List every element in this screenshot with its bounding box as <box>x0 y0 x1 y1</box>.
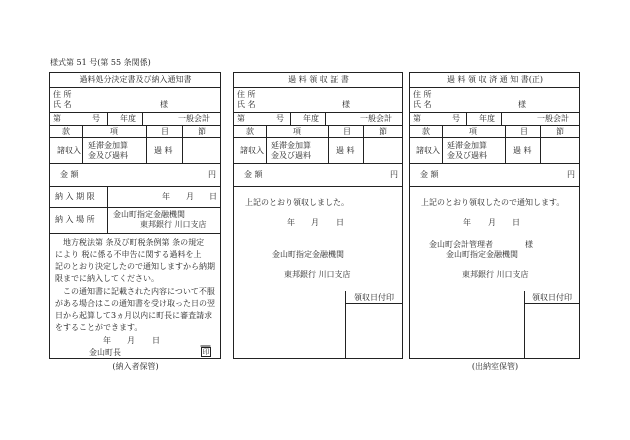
panel1-col-kan: 款 <box>62 127 70 136</box>
panel1-notice-p1-line2: により 税に係る不申告に関する過料を上 <box>55 250 202 259</box>
panel1-category-line1: 延滞金加算 <box>88 141 128 150</box>
panel2-col-kan: 款 <box>246 127 254 136</box>
panel3-fiscal-year: 年度 <box>479 114 495 123</box>
panel1-col-moku: 目 <box>161 127 169 136</box>
panel2-date-year: 年 <box>287 218 295 227</box>
panel1-col-setsu: 節 <box>198 127 206 136</box>
panel2-stamp-label: 領収日付印 <box>354 293 394 302</box>
panel2-date-day: 日 <box>336 218 344 227</box>
panel2-col-moku: 目 <box>343 127 351 136</box>
panel2-col-kou: 項 <box>293 127 301 136</box>
panel1-category-line2: 金及び過料 <box>88 151 128 160</box>
panel3-date-year: 年 <box>463 218 471 227</box>
panel1-notice-p1-line4: 限までに納入してください。 <box>55 274 159 283</box>
panel1-address-label: 住 所 <box>53 90 72 99</box>
panel3-col-kan: 款 <box>422 127 430 136</box>
panel1-currency: 円 <box>208 170 216 179</box>
panel1-income-label: 諸収入 <box>57 146 81 155</box>
panel3-stamp-label: 領収日付印 <box>532 293 572 302</box>
panel1-issuer: 金山町長 <box>89 348 121 357</box>
panel1-deadline-label: 納 入 期 限 <box>55 192 95 201</box>
panel1-number-prefix: 第 <box>53 114 61 123</box>
panel3-col-moku: 目 <box>520 127 528 136</box>
panel1-fiscal-year: 年度 <box>120 114 136 123</box>
panel3-income-label: 諸収入 <box>416 146 440 155</box>
panel2-date-month: 月 <box>311 218 319 227</box>
panel1-place-label: 納 入 場 所 <box>55 215 95 224</box>
panel1-issue-month: 月 <box>127 336 135 345</box>
panel3-honorific: 様 <box>518 100 526 109</box>
panel3-recipient-line1: 金山町会計管理者 <box>429 240 493 249</box>
panel3-bank-line: 東邦銀行 川口支店 <box>462 270 529 279</box>
panel2-amount-label: 金 額 <box>244 170 263 179</box>
panel1-seal-box: 印 <box>202 348 210 356</box>
panel2-col-setsu: 節 <box>379 127 387 136</box>
panel3-col-kou: 項 <box>469 127 477 136</box>
panel3-notice-text: 上記のとおり領収したので通知します。 <box>421 198 565 207</box>
panel3-number-prefix: 第 <box>413 114 421 123</box>
panel2-fine-label: 過 料 <box>336 146 355 155</box>
panel3-col-setsu: 節 <box>556 127 564 136</box>
panel2-account: 一般会計 <box>360 114 392 123</box>
panel1-name-label: 氏 名 <box>53 100 72 109</box>
panel1-fine-label: 過 料 <box>154 146 173 155</box>
panel2-currency: 円 <box>390 170 398 179</box>
panel1-place-line2: 東邦銀行 川口支店 <box>140 220 207 229</box>
panel1-deadline-month: 月 <box>186 192 194 201</box>
panel1-issue-year: 年 <box>103 336 111 345</box>
panel1-honorific: 様 <box>160 100 168 109</box>
panel1-deadline-day: 日 <box>209 192 217 201</box>
panel2-bank-line1: 金山町指定金融機関 <box>272 250 344 259</box>
panel1-notice-p2-line3: 日から起算して3ヵ月以内に町長に審査請求 <box>55 311 213 320</box>
panel3-footer: (出納室保管) <box>471 362 519 371</box>
panel2-category-line2: 金及び過料 <box>271 151 311 160</box>
panel3-date-day: 日 <box>512 218 520 227</box>
panel1-amount-label: 金 額 <box>60 170 79 179</box>
panel3-fine-label: 過 料 <box>513 146 532 155</box>
panel3-recipient-line2: 金山町指定金融機関 <box>446 250 518 259</box>
panel1-notice-p2-line4: をすることができます。 <box>55 323 143 332</box>
panel3-title: 過 料 領 収 済 通 知 書(正) <box>446 75 544 84</box>
panel3-category-line1: 延滞金加算 <box>447 141 487 150</box>
panel2-category-line1: 延滞金加算 <box>271 141 311 150</box>
panel2-name-label: 氏 名 <box>237 100 256 109</box>
panel3-account: 一般会計 <box>537 114 569 123</box>
panel1-issue-day: 日 <box>152 336 160 345</box>
panel1-notice-p2-line2: がある場合はこの通知書を受け取った日の翌 <box>55 299 215 308</box>
panel2-fiscal-year: 年度 <box>303 114 319 123</box>
panel3-amount-label: 金 額 <box>420 170 439 179</box>
panel1-number-suffix: 号 <box>92 114 100 123</box>
panel2-honorific: 様 <box>342 100 350 109</box>
panel3-date-month: 月 <box>488 218 496 227</box>
panel2-number-suffix: 号 <box>276 114 284 123</box>
panel1-notice-p1-line3: 記のとおり決定したので通知しますから納期 <box>55 262 215 271</box>
panel1-footer: (納入者保管) <box>112 362 159 371</box>
panel3-number-suffix: 号 <box>452 114 460 123</box>
form-number-header: 様式第 51 号(第 55 条関係) <box>50 58 151 67</box>
panel2-address-label: 住 所 <box>237 90 256 99</box>
panel3-category-line2: 金及び過料 <box>447 151 487 160</box>
panel1-col-kou: 項 <box>110 127 118 136</box>
panel2-title: 過 料 領 収 証 書 <box>288 75 349 84</box>
panel1-notice-p1-line1: 地方税法第 条及び町税条例第 条の規定 <box>63 238 205 247</box>
panel2-receipt-text: 上記のとおり領収しました。 <box>245 198 349 207</box>
panel2-number-prefix: 第 <box>237 114 245 123</box>
panel1-notice-p2-line1: この通知書に記載された内容について不服 <box>63 287 215 296</box>
panel3-address-label: 住 所 <box>413 90 432 99</box>
panel1-title: 過料処分決定書及び納入通知書 <box>79 75 192 84</box>
panel3-recipient-honorific: 様 <box>525 240 533 249</box>
panel1-deadline-year: 年 <box>162 192 170 201</box>
panel1-account: 一般会計 <box>178 114 210 123</box>
panel1-place-line1: 金山町指定金融機関 <box>113 210 185 219</box>
panel2-income-label: 諸収入 <box>240 146 264 155</box>
panel3-name-label: 氏 名 <box>413 100 432 109</box>
panel3-currency: 円 <box>567 170 575 179</box>
panel2-bank-line2: 東邦銀行 川口支店 <box>284 270 351 279</box>
